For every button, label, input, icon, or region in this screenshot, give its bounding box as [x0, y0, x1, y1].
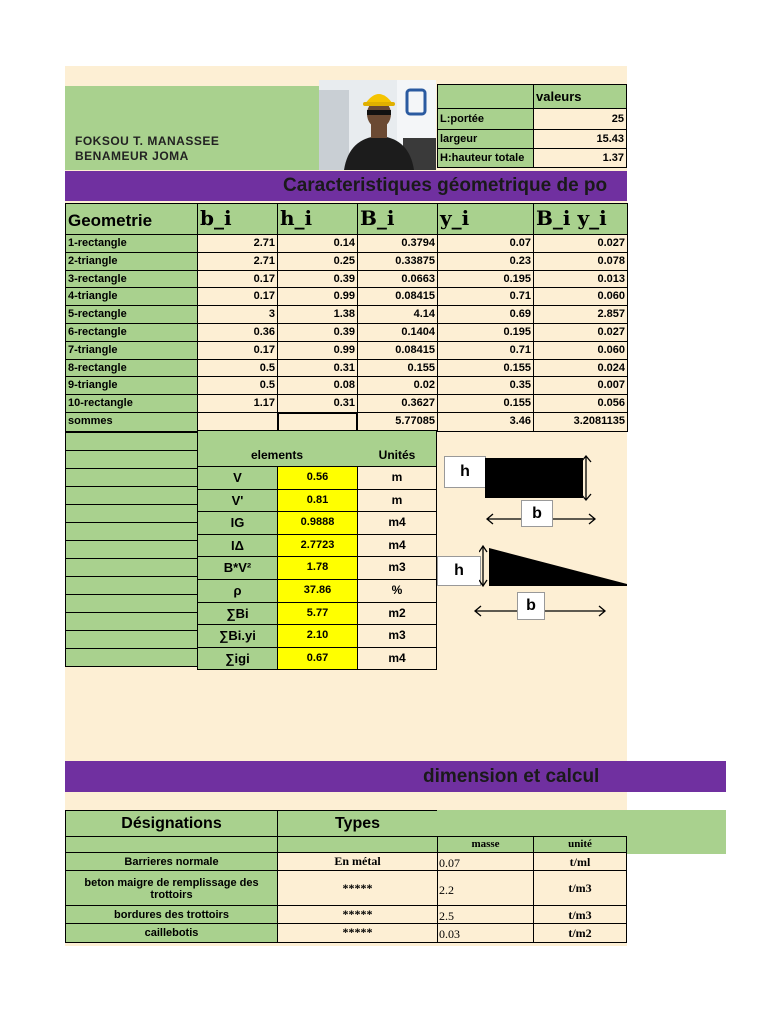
- geo-blank-row: [65, 630, 198, 649]
- param-label-portee: L:portée: [437, 108, 534, 130]
- element-value: 1.78: [277, 556, 358, 580]
- rect-h-label: h: [444, 456, 486, 488]
- designation-unit: t/m3: [533, 905, 627, 925]
- geo-cell-h-i: 0.99: [277, 287, 358, 306]
- geo-cell-y-i: 0.35: [437, 376, 534, 395]
- element-value: 2.7723: [277, 534, 358, 558]
- designation-name: bordures des trottoirs: [65, 905, 278, 925]
- designation-type: *****: [277, 870, 438, 907]
- geo-row-label: 1-rectangle: [65, 234, 198, 253]
- element-unit: m4: [357, 511, 437, 535]
- element-name: ∑igi: [197, 647, 278, 671]
- param-value-hauteur: 1.37: [533, 148, 627, 168]
- geo-cell-big-b-i: 0.3794: [357, 234, 438, 253]
- geo-cell-h-i: 0.31: [277, 394, 358, 413]
- element-name: B*V²: [197, 556, 278, 580]
- geo-cell-b-i: 1.17: [197, 394, 278, 413]
- designation-unit: t/m3: [533, 870, 627, 907]
- geo-cell-h-i: 0.08: [277, 376, 358, 395]
- geo-cell-y-i: 0.155: [437, 359, 534, 378]
- element-name: IG: [197, 511, 278, 535]
- element-value: 0.56: [277, 466, 358, 490]
- geo-cell-b-i-y-i: 0.060: [533, 341, 628, 360]
- author-block: [65, 86, 319, 170]
- geo-header-big-b-i: B_i: [357, 203, 438, 235]
- designation-masse: 0.03: [437, 923, 534, 943]
- element-unit: m4: [357, 647, 437, 671]
- param-value-portee: 25: [533, 108, 627, 130]
- geo-row-label: 10-rectangle: [65, 394, 198, 413]
- designation-name: caillebotis: [65, 923, 278, 943]
- element-unit: m: [357, 466, 437, 490]
- geo-blank-row: [65, 468, 198, 487]
- element-unit: m2: [357, 602, 437, 626]
- geo-cell-h-i: 1.38: [277, 305, 358, 324]
- geo-cell-b-i-y-i: 0.056: [533, 394, 628, 413]
- element-unit: m3: [357, 624, 437, 648]
- geo-blank-row: [65, 594, 198, 613]
- geo-sums-b-i: 5.77085: [357, 412, 438, 432]
- designation-masse: 2.5: [437, 905, 534, 925]
- designation-masse: 2.2: [437, 870, 534, 907]
- element-unit: %: [357, 579, 437, 603]
- param-value-largeur: 15.43: [533, 129, 627, 149]
- geo-cell-h-i: 0.39: [277, 323, 358, 342]
- geo-sums-blank-b: [197, 412, 278, 432]
- geo-cell-b-i-y-i: 0.027: [533, 234, 628, 253]
- geo-cell-b-i: 2.71: [197, 234, 278, 253]
- geo-cell-b-i: 3: [197, 305, 278, 324]
- designation-name: Barrieres normale: [65, 852, 278, 872]
- geo-cell-y-i: 0.71: [437, 287, 534, 306]
- designation-name: beton maigre de remplissage des trottoirs: [65, 870, 278, 907]
- element-name: ∑Bi.yi: [197, 624, 278, 648]
- geo-row-label: 4-triangle: [65, 287, 198, 306]
- banner-dimension: [65, 761, 726, 792]
- geo-cell-big-b-i: 0.3627: [357, 394, 438, 413]
- geo-row-label: 8-rectangle: [65, 359, 198, 378]
- element-name: ∑Bi: [197, 602, 278, 626]
- param-label-largeur: largeur: [437, 129, 534, 149]
- types-sub-blank: [277, 836, 438, 853]
- banner-geometric-characteristics-text: Caracteristiques géometrique de po: [283, 175, 608, 196]
- banner-dimension-text: dimension et calcul: [423, 766, 600, 787]
- designations-sub-blank: [65, 836, 278, 853]
- designation-type: En métal: [277, 852, 438, 872]
- geo-cell-y-i: 0.07: [437, 234, 534, 253]
- geo-header-y-i: y_i: [437, 203, 534, 235]
- geo-blank-row: [65, 522, 198, 541]
- element-value: 37.86: [277, 579, 358, 603]
- triangle-shape: [479, 542, 627, 590]
- geo-cell-b-i-y-i: 0.027: [533, 323, 628, 342]
- designation-type: *****: [277, 923, 438, 943]
- types-header: Types: [277, 810, 438, 837]
- geo-blank-row: [65, 486, 198, 505]
- masse-subheader: masse: [437, 836, 534, 853]
- designation-type: *****: [277, 905, 438, 925]
- geo-blank-row: [65, 504, 198, 523]
- geo-blank-row: [65, 558, 198, 577]
- tri-h-label: h: [437, 556, 481, 586]
- param-label-hauteur: H:hauteur totale: [437, 148, 534, 168]
- author-name-2: BENAMEUR JOMA: [75, 149, 189, 163]
- params-header-blank: [437, 84, 534, 109]
- element-value: 0.9888: [277, 511, 358, 535]
- geo-sums-y-i: 3.46: [437, 412, 534, 432]
- geo-cell-big-b-i: 4.14: [357, 305, 438, 324]
- banner-geometric-characteristics: [65, 171, 627, 201]
- element-value: 2.10: [277, 624, 358, 648]
- geo-cell-big-b-i: 0.08415: [357, 287, 438, 306]
- designation-unit: t/m2: [533, 923, 627, 943]
- geo-cell-y-i: 0.23: [437, 252, 534, 271]
- geo-cell-y-i: 0.71: [437, 341, 534, 360]
- rectangle-diagram: [440, 450, 600, 530]
- geo-cell-h-i: 0.25: [277, 252, 358, 271]
- rect-b-label: b: [521, 500, 553, 527]
- geo-cell-big-b-i: 0.33875: [357, 252, 438, 271]
- geo-cell-b-i-y-i: 2.857: [533, 305, 628, 324]
- geo-row-label: 5-rectangle: [65, 305, 198, 324]
- geo-cell-big-b-i: 0.08415: [357, 341, 438, 360]
- geo-row-label: 7-triangle: [65, 341, 198, 360]
- element-value: 5.77: [277, 602, 358, 626]
- geo-header-b-i-y-i: B_i y_i: [533, 203, 628, 235]
- geo-cell-big-b-i: 0.1404: [357, 323, 438, 342]
- geo-sums-blank-h: [277, 412, 358, 432]
- geo-cell-y-i: 0.155: [437, 394, 534, 413]
- geo-blank-row: [65, 540, 198, 559]
- geo-sums-label: sommes: [65, 412, 198, 432]
- geo-row-label: 3-rectangle: [65, 270, 198, 289]
- geo-cell-b-i: 2.71: [197, 252, 278, 271]
- geo-cell-b-i: 0.17: [197, 341, 278, 360]
- geo-cell-h-i: 0.99: [277, 341, 358, 360]
- geo-blank-row: [65, 432, 198, 451]
- triangle-diagram: [437, 540, 627, 624]
- element-name: IΔ: [197, 534, 278, 558]
- author-photo: [319, 80, 436, 170]
- element-name: V': [197, 489, 278, 513]
- geo-blank-row: [65, 612, 198, 631]
- element-name: ρ: [197, 579, 278, 603]
- geo-cell-b-i: 0.5: [197, 376, 278, 395]
- geo-cell-b-i: 0.5: [197, 359, 278, 378]
- geo-cell-b-i: 0.36: [197, 323, 278, 342]
- geo-cell-b-i: 0.17: [197, 287, 278, 306]
- geo-cell-y-i: 0.69: [437, 305, 534, 324]
- geo-cell-h-i: 0.14: [277, 234, 358, 253]
- geo-cell-b-i-y-i: 0.013: [533, 270, 628, 289]
- geo-cell-y-i: 0.195: [437, 270, 534, 289]
- geo-header-geometry-label: Geometrie: [65, 203, 198, 235]
- unit-subheader: unité: [533, 836, 627, 853]
- designation-unit: t/ml: [533, 852, 627, 872]
- geo-row-label: 6-rectangle: [65, 323, 198, 342]
- element-value: 0.67: [277, 647, 358, 671]
- element-value: 0.81: [277, 489, 358, 513]
- rectangle-shape: [485, 458, 583, 498]
- geo-cell-b-i-y-i: 0.078: [533, 252, 628, 271]
- units-header: Unités: [378, 448, 416, 462]
- geo-cell-h-i: 0.39: [277, 270, 358, 289]
- geo-blank-row: [65, 450, 198, 469]
- elements-header: elements: [250, 448, 304, 462]
- element-name: V: [197, 466, 278, 490]
- rect-h-arrow: [578, 454, 594, 502]
- element-unit: m: [357, 489, 437, 513]
- geo-sums-b-i-y-i: 3.2081135: [533, 412, 628, 432]
- geo-cell-b-i: 0.17: [197, 270, 278, 289]
- geo-cell-big-b-i: 0.0663: [357, 270, 438, 289]
- geo-cell-y-i: 0.195: [437, 323, 534, 342]
- geo-cell-h-i: 0.31: [277, 359, 358, 378]
- geo-header-b-i: b_i: [197, 203, 278, 235]
- geo-blank-row: [65, 648, 198, 667]
- geo-cell-b-i-y-i: 0.060: [533, 287, 628, 306]
- geo-cell-big-b-i: 0.155: [357, 359, 438, 378]
- geo-row-label: 2-triangle: [65, 252, 198, 271]
- params-header: valeurs: [533, 84, 627, 109]
- geo-cell-b-i-y-i: 0.007: [533, 376, 628, 395]
- author-name-1: FOKSOU T. MANASSEE: [75, 134, 220, 148]
- element-unit: m4: [357, 534, 437, 558]
- designation-masse: 0.07: [437, 852, 534, 872]
- geo-header-h-i: h_i: [277, 203, 358, 235]
- geo-cell-big-b-i: 0.02: [357, 376, 438, 395]
- designations-header: Désignations: [65, 810, 278, 837]
- geo-cell-b-i-y-i: 0.024: [533, 359, 628, 378]
- tri-b-label: b: [517, 592, 545, 620]
- element-unit: m3: [357, 556, 437, 580]
- geo-row-label: 9-triangle: [65, 376, 198, 395]
- geo-blank-row: [65, 576, 198, 595]
